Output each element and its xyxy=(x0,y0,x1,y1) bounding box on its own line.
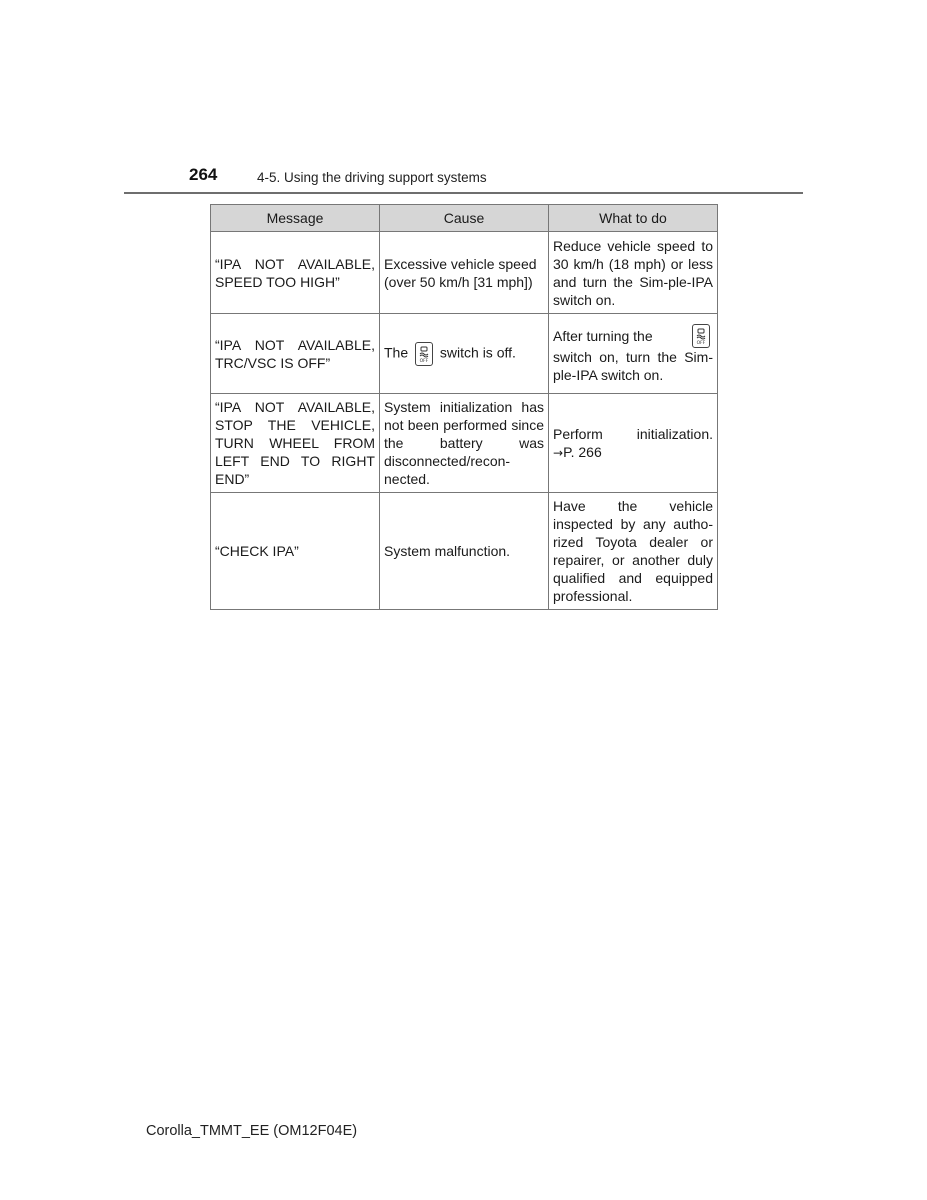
svg-text:OFF: OFF xyxy=(696,340,706,345)
page-reference xyxy=(553,443,713,462)
column-header-action: What to do xyxy=(549,205,718,232)
action-text: Perform initialization. xyxy=(553,425,713,442)
cause-text-before: The xyxy=(384,344,409,361)
page-number: 264 xyxy=(189,165,218,184)
message-cell: “IPA NOT AVAILABLE, SPEED TOO HIGH” xyxy=(211,232,380,314)
cause-cell xyxy=(380,314,549,394)
message-cell: “IPA NOT AVAILABLE, STOP THE VEHICLE, TURN WHEEL FROM LEFT END TO RIGHT END” xyxy=(211,394,380,493)
cause-cell: System initialization has not been performed since the battery was disconnected/recon-nected. xyxy=(380,394,549,493)
vsc-off-switch-icon xyxy=(692,324,710,348)
table-row xyxy=(211,232,718,314)
message-cell: “IPA NOT AVAILABLE, TRC/VSC IS OFF” xyxy=(211,314,380,394)
action-text-before: After turning the xyxy=(553,327,653,344)
action-cell: Have the vehicle inspected by any autho-rized Toyota dealer or repairer, or another duly qualified and equipped professional. xyxy=(549,493,718,610)
cause-cell: System malfunction. xyxy=(380,493,549,610)
header-rule xyxy=(124,192,803,194)
table-row xyxy=(211,394,718,493)
message-table xyxy=(210,204,718,610)
table-header-row xyxy=(211,205,718,232)
column-header-message: Message xyxy=(211,205,380,232)
cause-cell: Excessive vehicle speed (over 50 km/h [31 mph]) xyxy=(380,232,549,314)
vsc-off-switch-icon xyxy=(415,342,433,366)
action-cell xyxy=(549,394,718,493)
section-title: 4-5. Using the driving support systems xyxy=(257,170,487,185)
message-cell: “CHECK IPA” xyxy=(211,493,380,610)
table-row xyxy=(211,314,718,394)
action-cell: Reduce vehicle speed to 30 km/h (18 mph) or less and turn the Sim-ple-IPA switch on. xyxy=(549,232,718,314)
action-text-after: switch on, turn the Sim-ple-IPA switch on. xyxy=(553,348,713,383)
svg-text:OFF: OFF xyxy=(419,358,429,363)
action-cell xyxy=(549,314,718,394)
table-row xyxy=(211,493,718,610)
page-reference-text: P. 266 xyxy=(563,443,602,460)
footer-text: Corolla_TMMT_EE (OM12F04E) xyxy=(146,1123,358,1139)
cause-text-after: switch is off. xyxy=(439,344,516,361)
column-header-cause: Cause xyxy=(380,205,549,232)
arrow-right-icon: → xyxy=(553,445,564,460)
